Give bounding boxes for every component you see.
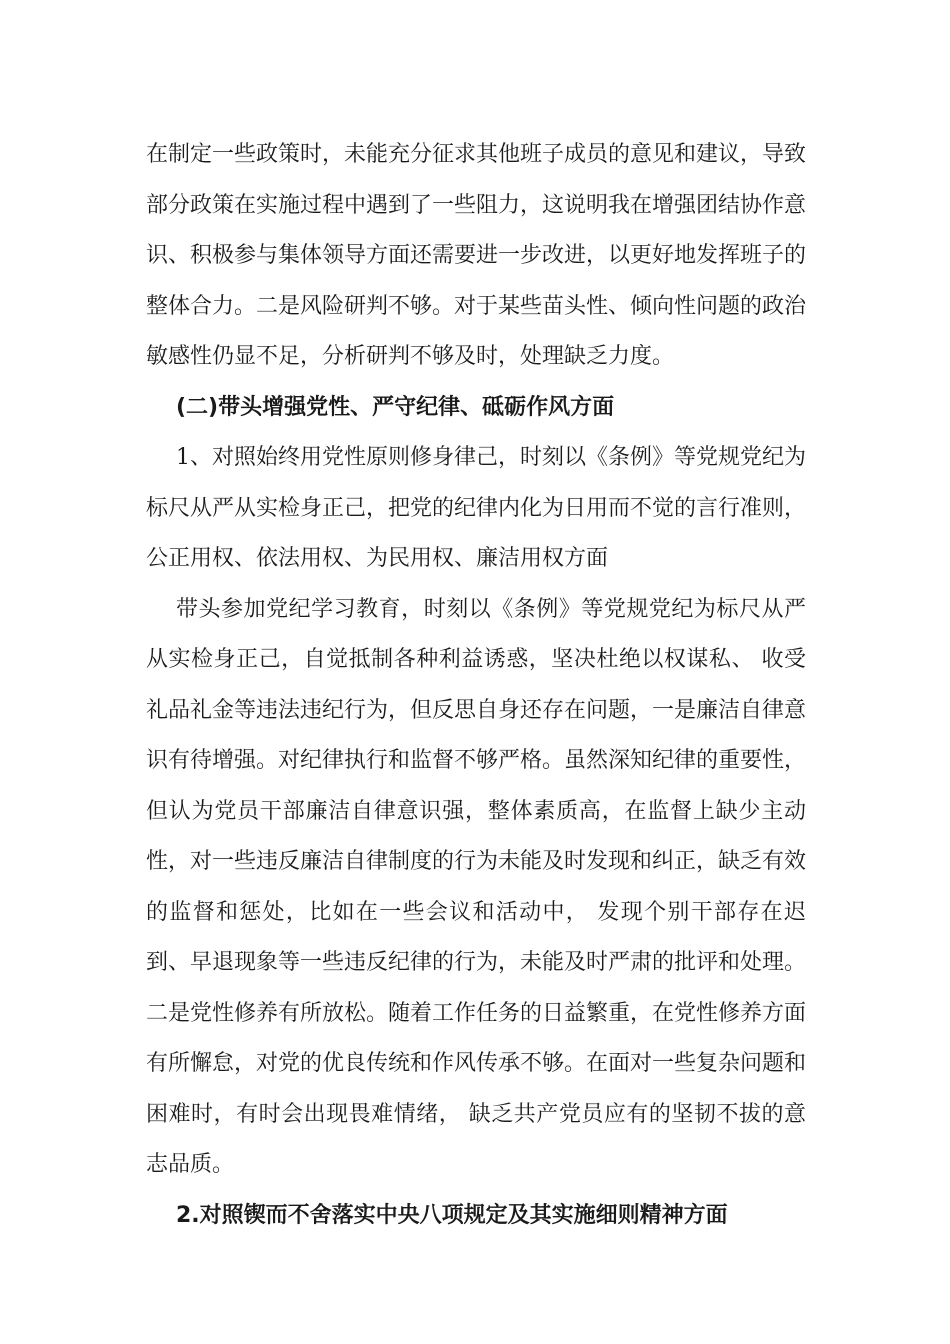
paragraph-continuation: 在制定一些政策时，未能充分征求其他班子成员的意见和建议，导致部分政策在实施过程中遇到了一些阻力，这说明我在增强团结协作意识、积极参与集体领导方面还需要进一步改进，以更好地发挥班子的整体合力。二是风险研判不够。对于某些苗头性、倾向性问题的政治敏感性仍显不足，分析研判不够及时，处理缺乏力度。 bbox=[146, 142, 807, 369]
document-body bbox=[146, 130, 806, 1241]
subsection-heading-2: 2.对照锲而不舍落实中央八项规定及其实施细则精神方面 bbox=[176, 1202, 728, 1228]
body-paragraph-discipline: 带头参加党纪学习教育，时刻以《条例》等党规党纪为标尺从严从实检身正己，自觉抵制各种利益诱惑，坚决杜绝以权谋私、 收受礼品礼金等违法违纪行为，但反思自身还存在问题，一是廉洁自律意识有待增强。对纪律执行和监督不够严格。虽然深知纪律的重要性，但认为党员干部廉洁自律意识强，整体素质高，在监督上缺少主动性，对一些违反廉洁自律制度的行为未能及时发现和纠正，缺乏有效的监督和惩处，比如在一些会议和活动中， 发现个别干部存在迟到、早退现象等一些违反纪律的行为，未能及时严肃的批评和处理。二是党性修养有所放松。随着工作任务的日益繁重，在党性修养方面有所懈怠，对党的优良传统和作风传承不够。在面对一些复杂问题和困难时，有时会出现畏难情绪， 缺乏共产党员应有的坚韧不拔的意志品质。 bbox=[146, 596, 807, 1177]
subsection-paragraph-1: 1、对照始终用党性原则修身律己，时刻以《条例》等党规党纪为标尺从严从实检身正己，把党的纪律内化为日用而不觉的言行准则，公正用权、依法用权、为民用权、廉洁用权方面 bbox=[146, 445, 807, 571]
section-heading-2: (二)带头增强党性、严守纪律、砥砺作风方面 bbox=[176, 394, 615, 420]
